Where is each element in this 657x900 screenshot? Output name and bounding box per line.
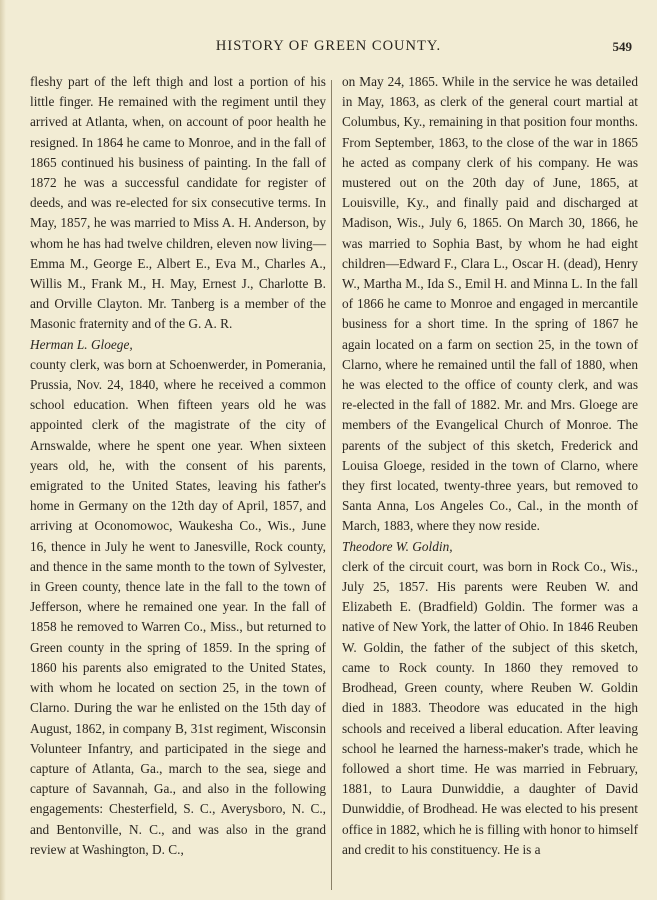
left-paragraph-1: fleshy part of the left thigh and lost a portion of his little finger. He remained with the regiment until they arrived at Atlanta, when, on account of poor health he resigned. In 1864 he came to Monroe, and in the fall of 1865 continued his business of painting. In the fall of 1872 he was a successful candidate for register of deeds, and was re-elected for six consecutive terms. In May, 1857, he was married to Miss A. H. Anderson, by whom he has had twelve children, eleven now living—Emma M., George E., Albert E., Eva M., Charles A., Willis M., Frank M., H. May, Ernest J., Charlotte B. and Orville Clayton. Mr. Tanberg is a member of the Masonic fraternity and of the G. A. R. — [30, 74, 326, 332]
biography-name-gloege: Herman L. Gloege, — [30, 336, 133, 352]
left-column — [30, 72, 326, 860]
page-header — [0, 38, 657, 58]
page-binding-shadow — [0, 0, 6, 900]
biography-name-goldin: Theodore W. Goldin, — [342, 538, 453, 554]
left-paragraph-2: county clerk, was born at Schoenwerder, in Pomerania, Prussia, Nov. 24, 1840, where he received a common school education. When fifteen years old he was appointed clerk of the magistrate of the city of Arnswalde, where he spent one year. When sixteen years old, he, with the consent of his parents, emigrated to the United States, leaving his father's home in Germany on the 12th day of April, 1857, and arriving at Oconomowoc, Waukesha Co., Wis., June 16, thence in July he went to Janesville, Rock county, and thence in the same month to the town of Sylvester, in Green county, thence late in the fall to the town of Jefferson, where he remained one year. In the fall of 1858 he removed to Warren Co., Miss., but returned to Green county in the spring of 1859. In the spring of 1860 his parents also emigrated to the United States, with whom he located on section 25, in the town of Clarno. During the war he enlisted on the 15th day of August, 1862, in company B, 31st regiment, Wisconsin Volunteer Infantry, and participated in the siege and capture of Atlanta, Ga., march to the sea, siege and capture of Savannah, Ga., and also in the following engagements: Chesterfield, S. C., Averysboro, N. C., and Bentonville, N. C., and was also in the grand review at Washington, D. C., — [30, 356, 326, 857]
right-column — [342, 72, 638, 860]
column-divider — [331, 80, 332, 890]
running-title: HISTORY OF GREEN COUNTY. — [215, 38, 442, 54]
page-number: 549 — [612, 39, 632, 54]
right-paragraph-2: clerk of the circuit court, was born in Rock Co., Wis., July 25, 1857. His parents were Reuben W. and Elizabeth E. (Bradfield) Goldin. The former was a native of New York, the latter of Ohio. In 1846 Reuben W. Goldin, the father of the subject of this sketch, came to Rock county. In 1860 they removed to Brodhead, Green county, where Reuben W. Goldin died in 1883. Theodore was educated in the high schools and received a liberal education. After leaving school he learned the harness-maker's trade, which he followed a short time. He was married in February, 1881, to Laura Dunwiddie, a daughter of David Dunwiddie, of Brodhead. He was elected to his present office in 1882, which he is filling with honor to himself and credit to his constituency. He is a — [342, 558, 638, 857]
right-paragraph-1: on May 24, 1865. While in the service he was detailed in May, 1863, as clerk of the general court martial at Columbus, Ky., remaining in that position four months. From September, 1863, to the close of the war in 1865 he acted as company clerk of his company. He was mustered out on the 20th day of June, 1865, at Louisville, Ky., and finally paid and discharged at Madison, Wis., July 6, 1865. On March 30, 1866, he was married to Sophia Bast, by whom he had eight children—Edward F., Clara L., Oscar H. (dead), Henry W., Martha M., Ida S., Emil H. and Minna L. In the fall of 1866 he came to Monroe and engaged in mercantile business for a short time. In the spring of 1867 he again located on a farm on section 25, in the town of Clarno, where he remained until the fall of 1880, when he was elected to the office of county clerk, and was re-elected in the fall of 1882. Mr. and Mrs. Gloege are members of the Evangelical Church of Monroe. The parents of the subject of this sketch, Frederick and Louisa Gloege, resided in the town of Clarno, where they first located, twenty-three years, but removed to Santa Anna, Los Angeles Co., Cal., in the month of March, 1883, where they now reside. — [342, 74, 638, 534]
